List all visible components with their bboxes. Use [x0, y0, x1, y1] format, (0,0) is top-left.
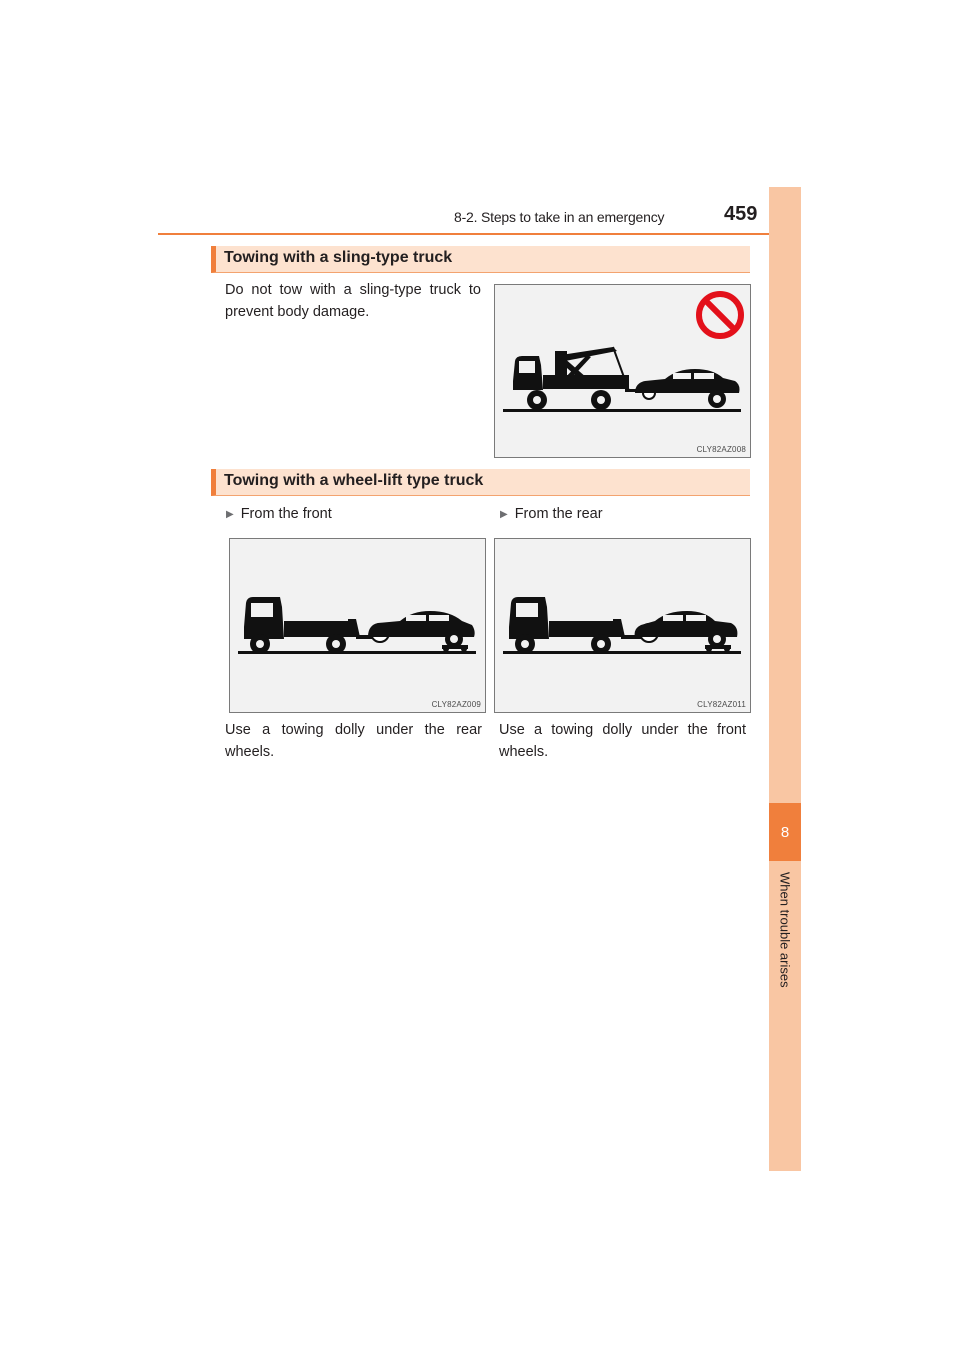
running-header: 8-2. Steps to take in an emergency — [454, 209, 665, 225]
section-heading-sling — [211, 246, 750, 273]
tow-truck-icon — [509, 597, 645, 654]
tow-truck-icon — [244, 597, 380, 654]
rear-caption: Use a towing dolly under the front wheels. — [499, 722, 746, 760]
section-title: Towing with a wheel-lift type truck — [224, 472, 484, 489]
section-title: Towing with a sling-type truck — [224, 249, 453, 266]
sling-warning-text: Do not tow with a sling-type truck to prevent body damage. — [225, 282, 481, 320]
header-rule — [158, 233, 801, 235]
section-heading-wheel-lift — [211, 469, 750, 496]
page-number: 459 — [724, 203, 758, 225]
wheel-lift-front-figure — [229, 538, 486, 713]
bullet-label: From the rear — [514, 506, 603, 522]
side-tab-strip — [769, 187, 801, 1171]
tow-truck-icon — [513, 347, 641, 410]
bullet-label: From the front — [240, 506, 332, 522]
wheel-lift-rear-illustration — [495, 539, 750, 712]
car-icon — [368, 611, 475, 652]
prohibition-icon — [699, 294, 741, 336]
sling-truck-illustration — [495, 285, 750, 457]
front-caption: Use a towing dolly under the rear wheels. — [225, 722, 482, 760]
chapter-number-tab: 8 — [769, 803, 801, 861]
bullet-from-rear — [500, 506, 603, 522]
bullet-triangle-icon: ▶ — [226, 509, 234, 520]
chapter-title-vertical: When trouble arises — [777, 872, 793, 988]
car-icon — [635, 611, 738, 652]
figure-code: CLY82AZ011 — [697, 700, 746, 709]
bullet-triangle-icon: ▶ — [500, 509, 508, 520]
bullet-from-front — [226, 506, 332, 522]
wheel-lift-front-illustration — [230, 539, 485, 712]
wheel-lift-rear-figure — [494, 538, 751, 713]
figure-code: CLY82AZ009 — [431, 700, 481, 709]
car-icon — [635, 369, 740, 408]
sling-truck-figure — [494, 284, 751, 458]
figure-code: CLY82AZ008 — [696, 445, 746, 454]
